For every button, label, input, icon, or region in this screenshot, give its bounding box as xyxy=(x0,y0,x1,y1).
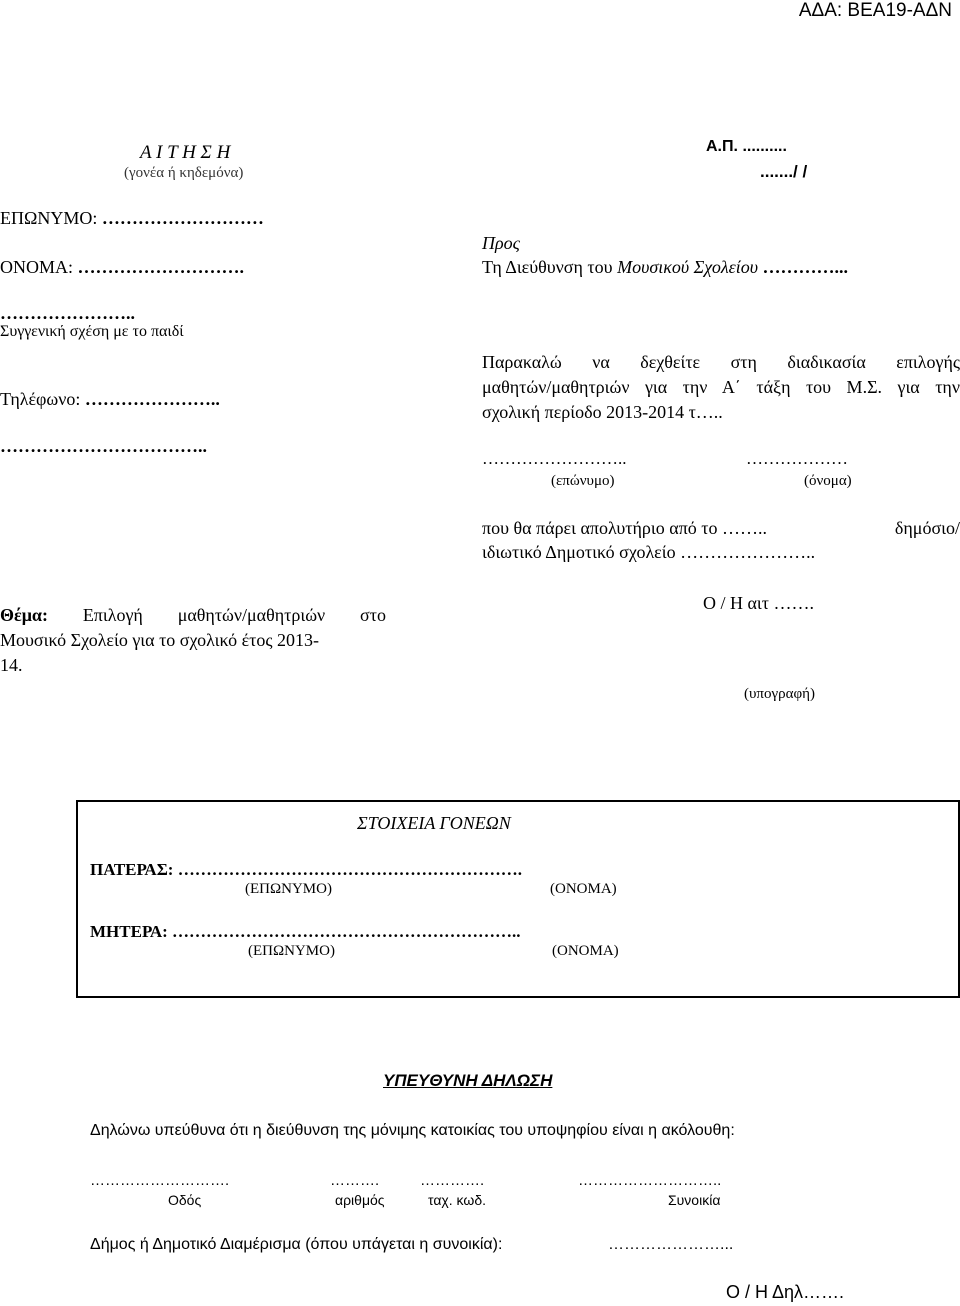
area-label: Συνοικία xyxy=(668,1192,721,1208)
application-subtitle: (γονέα ή κηδεμόνα) xyxy=(124,165,244,181)
request-signer: Ο / Η αιτ ……. xyxy=(703,593,815,613)
phone-field[interactable] xyxy=(0,389,220,410)
father-label: ΠΑΤΕΡΑΣ: xyxy=(90,860,174,879)
subject-text-1: Επιλογή μαθητών/μαθητριών στο xyxy=(82,605,386,625)
protocol-date: ......./ / xyxy=(760,162,808,181)
child-name-dots[interactable]: ……………… xyxy=(746,449,848,468)
number-label: αριθμός xyxy=(335,1192,385,1208)
municipality-dots[interactable]: …………………... xyxy=(608,1236,734,1253)
name-field[interactable] xyxy=(0,257,244,278)
request-line-2: μαθητών/μαθητριών για την Α΄ τάξη του Μ.Σ. για την xyxy=(482,377,960,397)
father-dots: ……………………………………………………. xyxy=(177,860,522,879)
name-dots: ………………………. xyxy=(77,257,245,277)
school-line-1-end: δημόσιο/ xyxy=(894,518,960,538)
relation-dots[interactable]: ………………….. xyxy=(0,303,135,323)
surname-dots: ……………………… xyxy=(101,208,264,228)
recipient-prefix: Τη Διεύθυνση του xyxy=(482,257,613,277)
child-surname-dots[interactable]: …………………….. xyxy=(482,449,627,468)
subject-label: Θέμα: xyxy=(0,605,48,625)
relation-label: Συγγενική σχέση με το παιδί xyxy=(0,323,184,340)
surname-label: ΕΠΩΝΥΜΟ: xyxy=(0,208,98,228)
phone-label: Τηλέφωνο: xyxy=(0,389,81,409)
recipient-school: Μουσικού Σχολείου xyxy=(617,257,759,277)
father-field[interactable] xyxy=(90,860,522,880)
mother-field[interactable] xyxy=(90,922,521,942)
protocol-number: Α.Π. .......... xyxy=(706,138,787,155)
subject-line-3: 14. xyxy=(0,655,23,675)
recipient-line xyxy=(482,257,848,278)
phone-dots: ………………….. xyxy=(84,389,220,409)
request-line-1: Παρακαλώ να δεχθείτε στη διαδικασία επιλογής xyxy=(482,352,960,372)
postal-dots[interactable]: …………. xyxy=(420,1172,485,1189)
parents-box xyxy=(76,800,960,998)
application-title: Α Ι Τ Η Σ Η xyxy=(140,142,231,163)
parents-heading: ΣΤΟΙΧΕΙΑ ΓΟΝΕΩΝ xyxy=(357,813,511,833)
number-dots[interactable]: ………. xyxy=(330,1172,380,1189)
declaration-signer: Ο / Η Δηλ……. xyxy=(726,1282,845,1302)
declaration-heading: ΥΠΕΥΘΥΝΗ ΔΗΛΩΣΗ xyxy=(383,1071,553,1090)
ada-code: ΑΔΑ: ΒΕΑ19-ΑΔΝ xyxy=(798,0,952,21)
surname-field[interactable] xyxy=(0,208,264,229)
recipient-dots: …………... xyxy=(762,257,849,277)
phone-dots-extra[interactable]: …………………………….. xyxy=(0,436,207,456)
street-label: Οδός xyxy=(168,1192,202,1208)
school-line-1: που θα πάρει απολυτήριο από το …….. xyxy=(482,518,768,538)
postal-label: ταχ. κωδ. xyxy=(428,1192,486,1208)
mother-dots: …………………………………………………….. xyxy=(172,922,521,941)
child-surname-hint: (επώνυμο) xyxy=(551,473,615,489)
subject-line-2: Μουσικό Σχολείο για το σχολικό έτος 2013- xyxy=(0,630,320,650)
school-line-2: ιδιωτικό Δημοτικό σχολείο ………………….. xyxy=(482,542,816,562)
signature-hint: (υπογραφή) xyxy=(744,686,815,702)
subject-line-1 xyxy=(0,605,386,626)
mother-name-hint: (ΟΝΟΜΑ) xyxy=(552,943,619,959)
name-label: ΟΝΟΜΑ: xyxy=(0,257,74,277)
declaration-text: Δηλώνω υπεύθυνα ότι η διεύθυνση της μόνιμης κατοικίας του υποψηφίου είναι η ακόλουθη: xyxy=(90,1122,735,1139)
mother-label: ΜΗΤΕΡΑ: xyxy=(90,922,168,941)
recipient-to-label: Προς xyxy=(482,233,520,253)
street-dots[interactable]: ………………………. xyxy=(90,1172,230,1189)
mother-surname-hint: (ΕΠΩΝΥΜΟ) xyxy=(248,943,335,959)
request-line-3: σχολική περίοδο 2013-2014 τ….. xyxy=(482,402,723,422)
child-name-hint: (όνομα) xyxy=(804,473,852,489)
municipality-label: Δήμος ή Δημοτικό Διαμέρισμα (όπου υπάγεται η συνοικία): xyxy=(90,1236,503,1253)
father-name-hint: (ΟΝΟΜΑ) xyxy=(550,881,617,897)
father-surname-hint: (ΕΠΩΝΥΜΟ) xyxy=(245,881,332,897)
area-dots[interactable]: ……………………….. xyxy=(578,1172,722,1189)
